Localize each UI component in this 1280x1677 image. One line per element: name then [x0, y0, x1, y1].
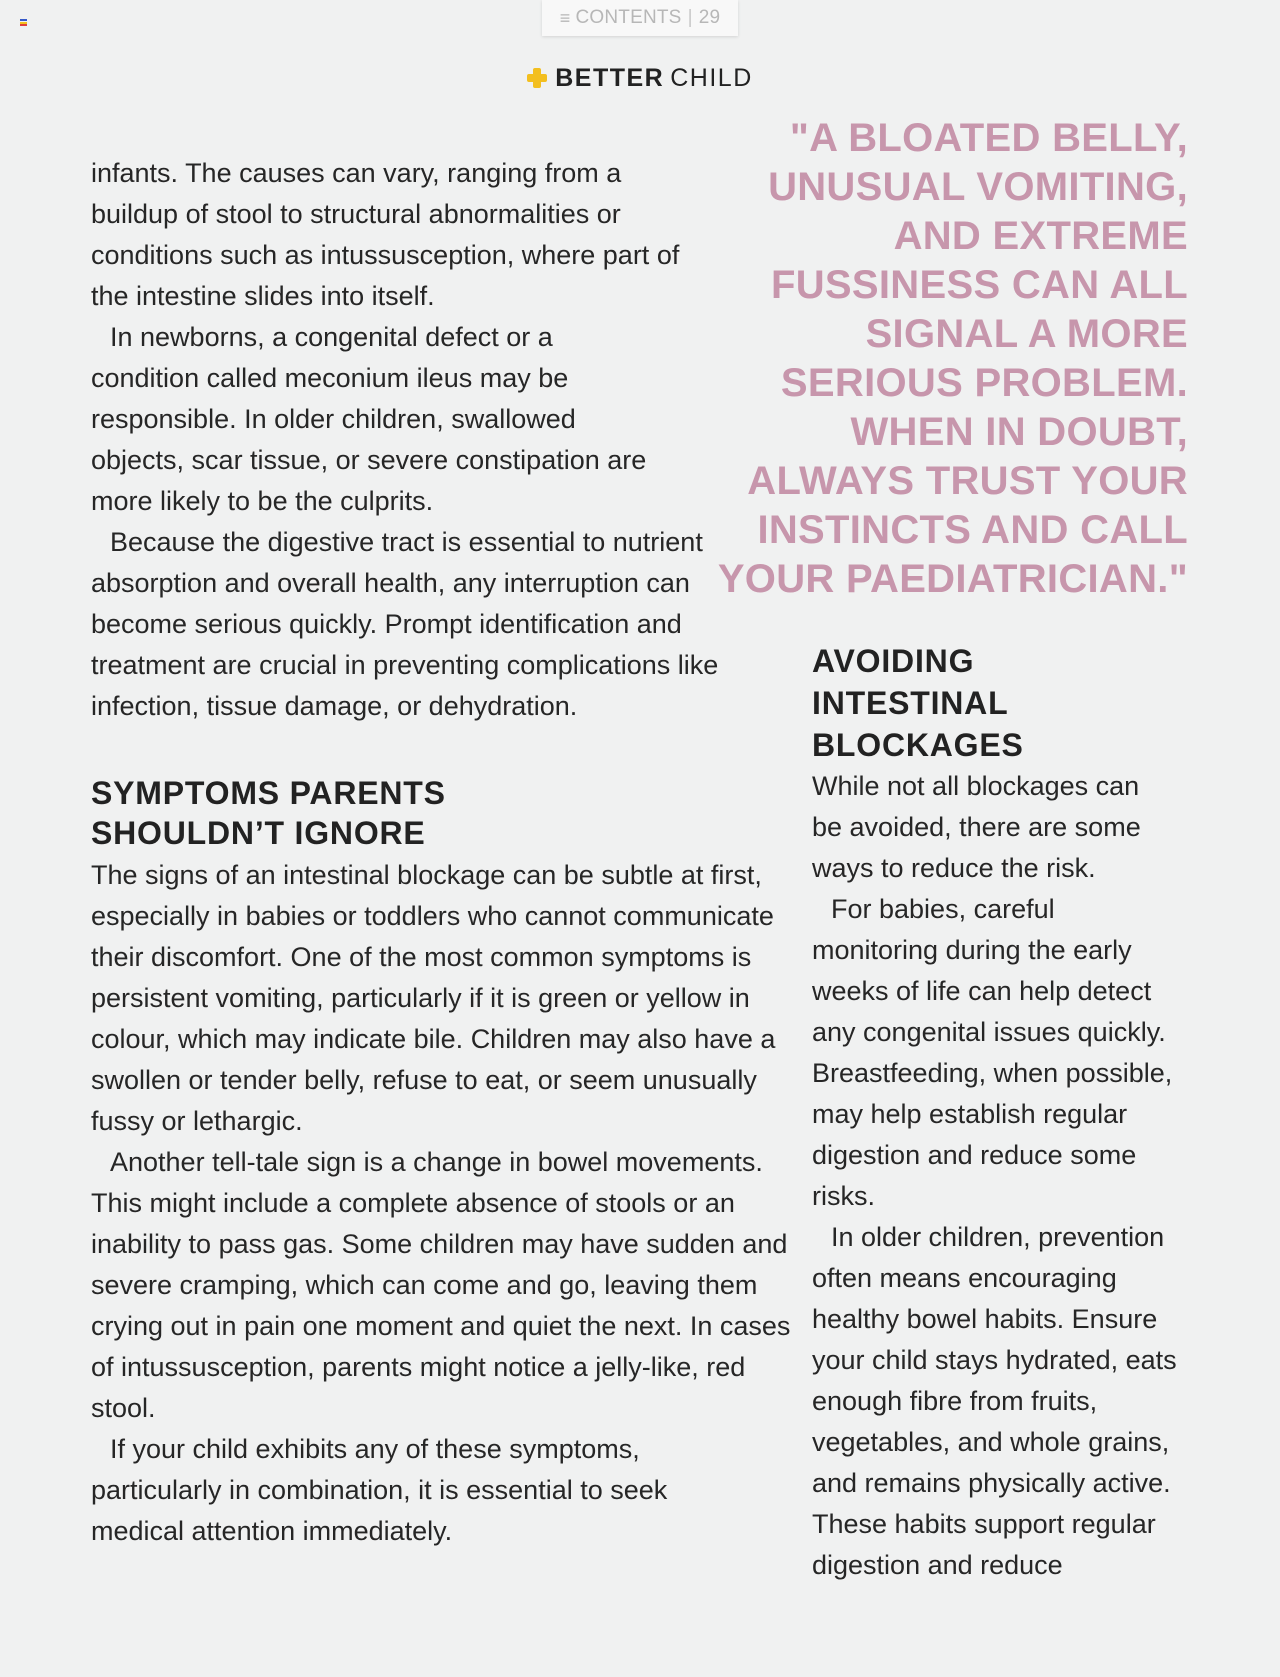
symptoms-paragraph-2: Another tell-tale sign is a change in bowel movements. This might include a complete absence of stools or an inability to pass gas. Some children may have sudden and severe cramping, which can come and go, leaving them crying out in pain one moment and quiet the next. In cases of intussusception, parents might notice a jelly-like, red stool. [91, 1147, 791, 1423]
contents-button[interactable] [542, 0, 738, 36]
menu-icon-bar-3 [20, 24, 27, 26]
intro-paragraph-3: Because the digestive tract is essential to nutrient absorption and overall health, any interruption can become serious quickly. Prompt identification and treatment are crucial in preventing complications like infection, tissue damage, or dehydration. [91, 527, 719, 721]
symptoms-paragraph-1: The signs of an intestinal blockage can be subtle at first, especially in babies or toddlers who cannot communicate their discomfort. One of the most common symptoms is persistent vomiting, particularly if it is green or yellow in colour, which may indicate bile. Children may also have a swollen or tender belly, refuse to eat, or seem unusually fussy or lethargic. [91, 860, 776, 1136]
divider: | [687, 7, 693, 28]
contents-label: CONTENTS [575, 7, 682, 28]
page-number: 29 [698, 7, 721, 28]
right-column [812, 640, 1202, 1586]
pull-quote: "A BLOATED BELLY, UNUSUAL VOMITING, AND EXTREME FUSSINESS CAN ALL SIGNAL A MORE SERIOUS PROBLEM. WHEN IN DOUBT, ALWAYS TRUST YOUR INSTINCTS AND CALL YOUR PAEDIATRICIAN." [717, 116, 1188, 601]
plus-icon [527, 68, 547, 88]
avoiding-paragraph-2: For babies, careful monitoring during the early weeks of life can help detect any congenital issues quickly. Breastfeeding, when possible, may help establish regular digestion and reduce some risks. [812, 894, 1173, 1211]
menu-icon[interactable] [20, 19, 27, 26]
brand-bold: BETTER [555, 64, 665, 92]
brand-light: CHILD [670, 64, 753, 92]
avoiding-heading: AVOIDING INTESTINAL BLOCKAGES [812, 643, 1024, 763]
intro-paragraph-1: infants. The causes can vary, ranging from a buildup of stool to structural abnormalities or conditions such as intussusception, where part of the intestine slides into itself. [91, 158, 680, 311]
left-column [91, 153, 791, 1552]
section-header [0, 64, 1280, 93]
symptoms-paragraph-3: If your child exhibits any of these symptoms, particularly in combination, it is essential to seek medical attention immediately. [91, 1434, 668, 1546]
intro-paragraph-2: In newborns, a congenital defect or a condition called meconium ileus may be responsible. In older children, swallowed objects, scar tissue, or severe constipation are more likely to be the culprits. [91, 322, 647, 516]
avoiding-paragraph-3: In older children, prevention often means encouraging healthy bowel habits. Ensure your child stays hydrated, eats enough fibre from fruits, vegetables, and whole grains, and remains physically active. These habits support regular digestion and reduce [812, 1222, 1177, 1580]
symptoms-heading: SYMPTOMS PARENTS SHOULDN’T IGNORE [91, 775, 446, 851]
avoiding-paragraph-1: While not all blockages can be avoided, there are some ways to reduce the risk. [812, 771, 1141, 883]
hamburger-icon: ≡ [559, 7, 571, 28]
